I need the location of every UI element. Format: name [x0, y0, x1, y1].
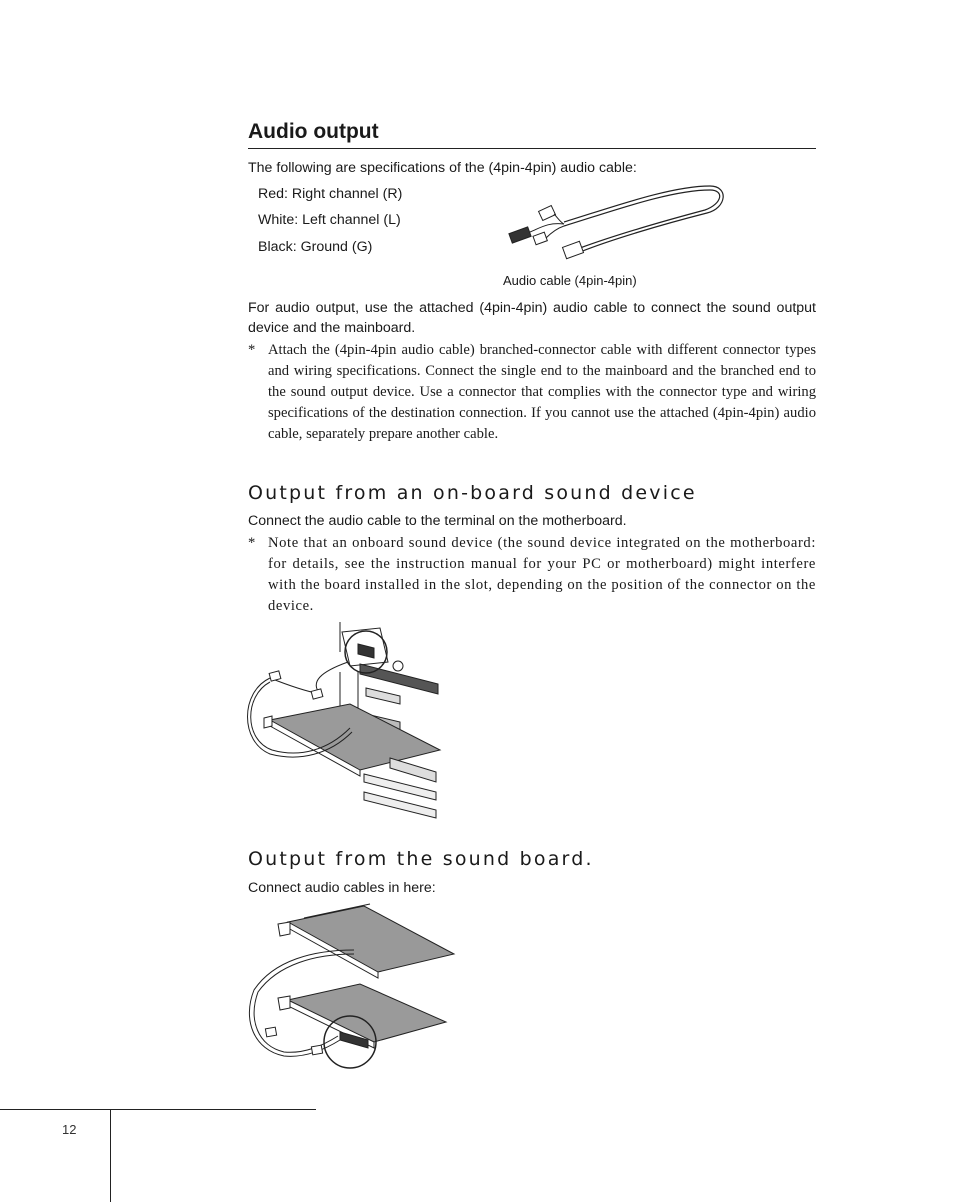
soundboard-heading: Output from the sound board. — [248, 848, 594, 870]
channel-red: Red: Right channel (R) — [258, 186, 403, 202]
note-text: Attach the (4pin-4pin audio cable) branched-connector cable with different connector types and wiring specifications. Connect the single end to the mainboard and the branched end to the sound output device. Use a connector that complies with the connector type and wiring specifications of the destination connection. If you cannot use the attached (4pin-4pin) audio cable, separately prepare another cable. — [268, 342, 816, 442]
body-text: For audio output, use the attached (4pin-4pin) audio cable to connect the sound output device and the mainboard. — [248, 300, 816, 336]
note-block — [248, 340, 816, 445]
soundboard-text: Connect audio cables in here: — [248, 880, 436, 896]
onboard-illustration — [240, 622, 445, 820]
channel-white: White: Left channel (L) — [258, 212, 401, 228]
onboard-text: Connect the audio cable to the terminal on the motherboard. — [248, 513, 627, 529]
footer-rule — [0, 1109, 316, 1110]
onboard-note-marker: * — [248, 535, 256, 551]
page-number: 12 — [62, 1122, 77, 1137]
audio-cable-illustration — [500, 182, 730, 262]
onboard-heading: Output from an on-board sound device — [248, 482, 697, 504]
footer-divider — [110, 1109, 111, 1202]
title-rule — [248, 148, 816, 149]
cable-caption: Audio cable (4pin-4pin) — [503, 273, 637, 288]
onboard-note-block — [248, 533, 816, 617]
note-marker: * — [248, 342, 256, 358]
onboard-note-text: Note that an onboard sound device (the sound device integrated on the motherboard: for details, see the instruction manual for your PC or motherboard) might interfere with the board installed in the slot, depending on the position of the connector on the device. — [268, 535, 816, 614]
channel-black: Black: Ground (G) — [258, 239, 373, 255]
intro-text: The following are specifications of the (4pin-4pin) audio cable: — [248, 160, 637, 176]
section-title: Audio output — [248, 120, 379, 143]
soundboard-illustration — [244, 900, 454, 1068]
